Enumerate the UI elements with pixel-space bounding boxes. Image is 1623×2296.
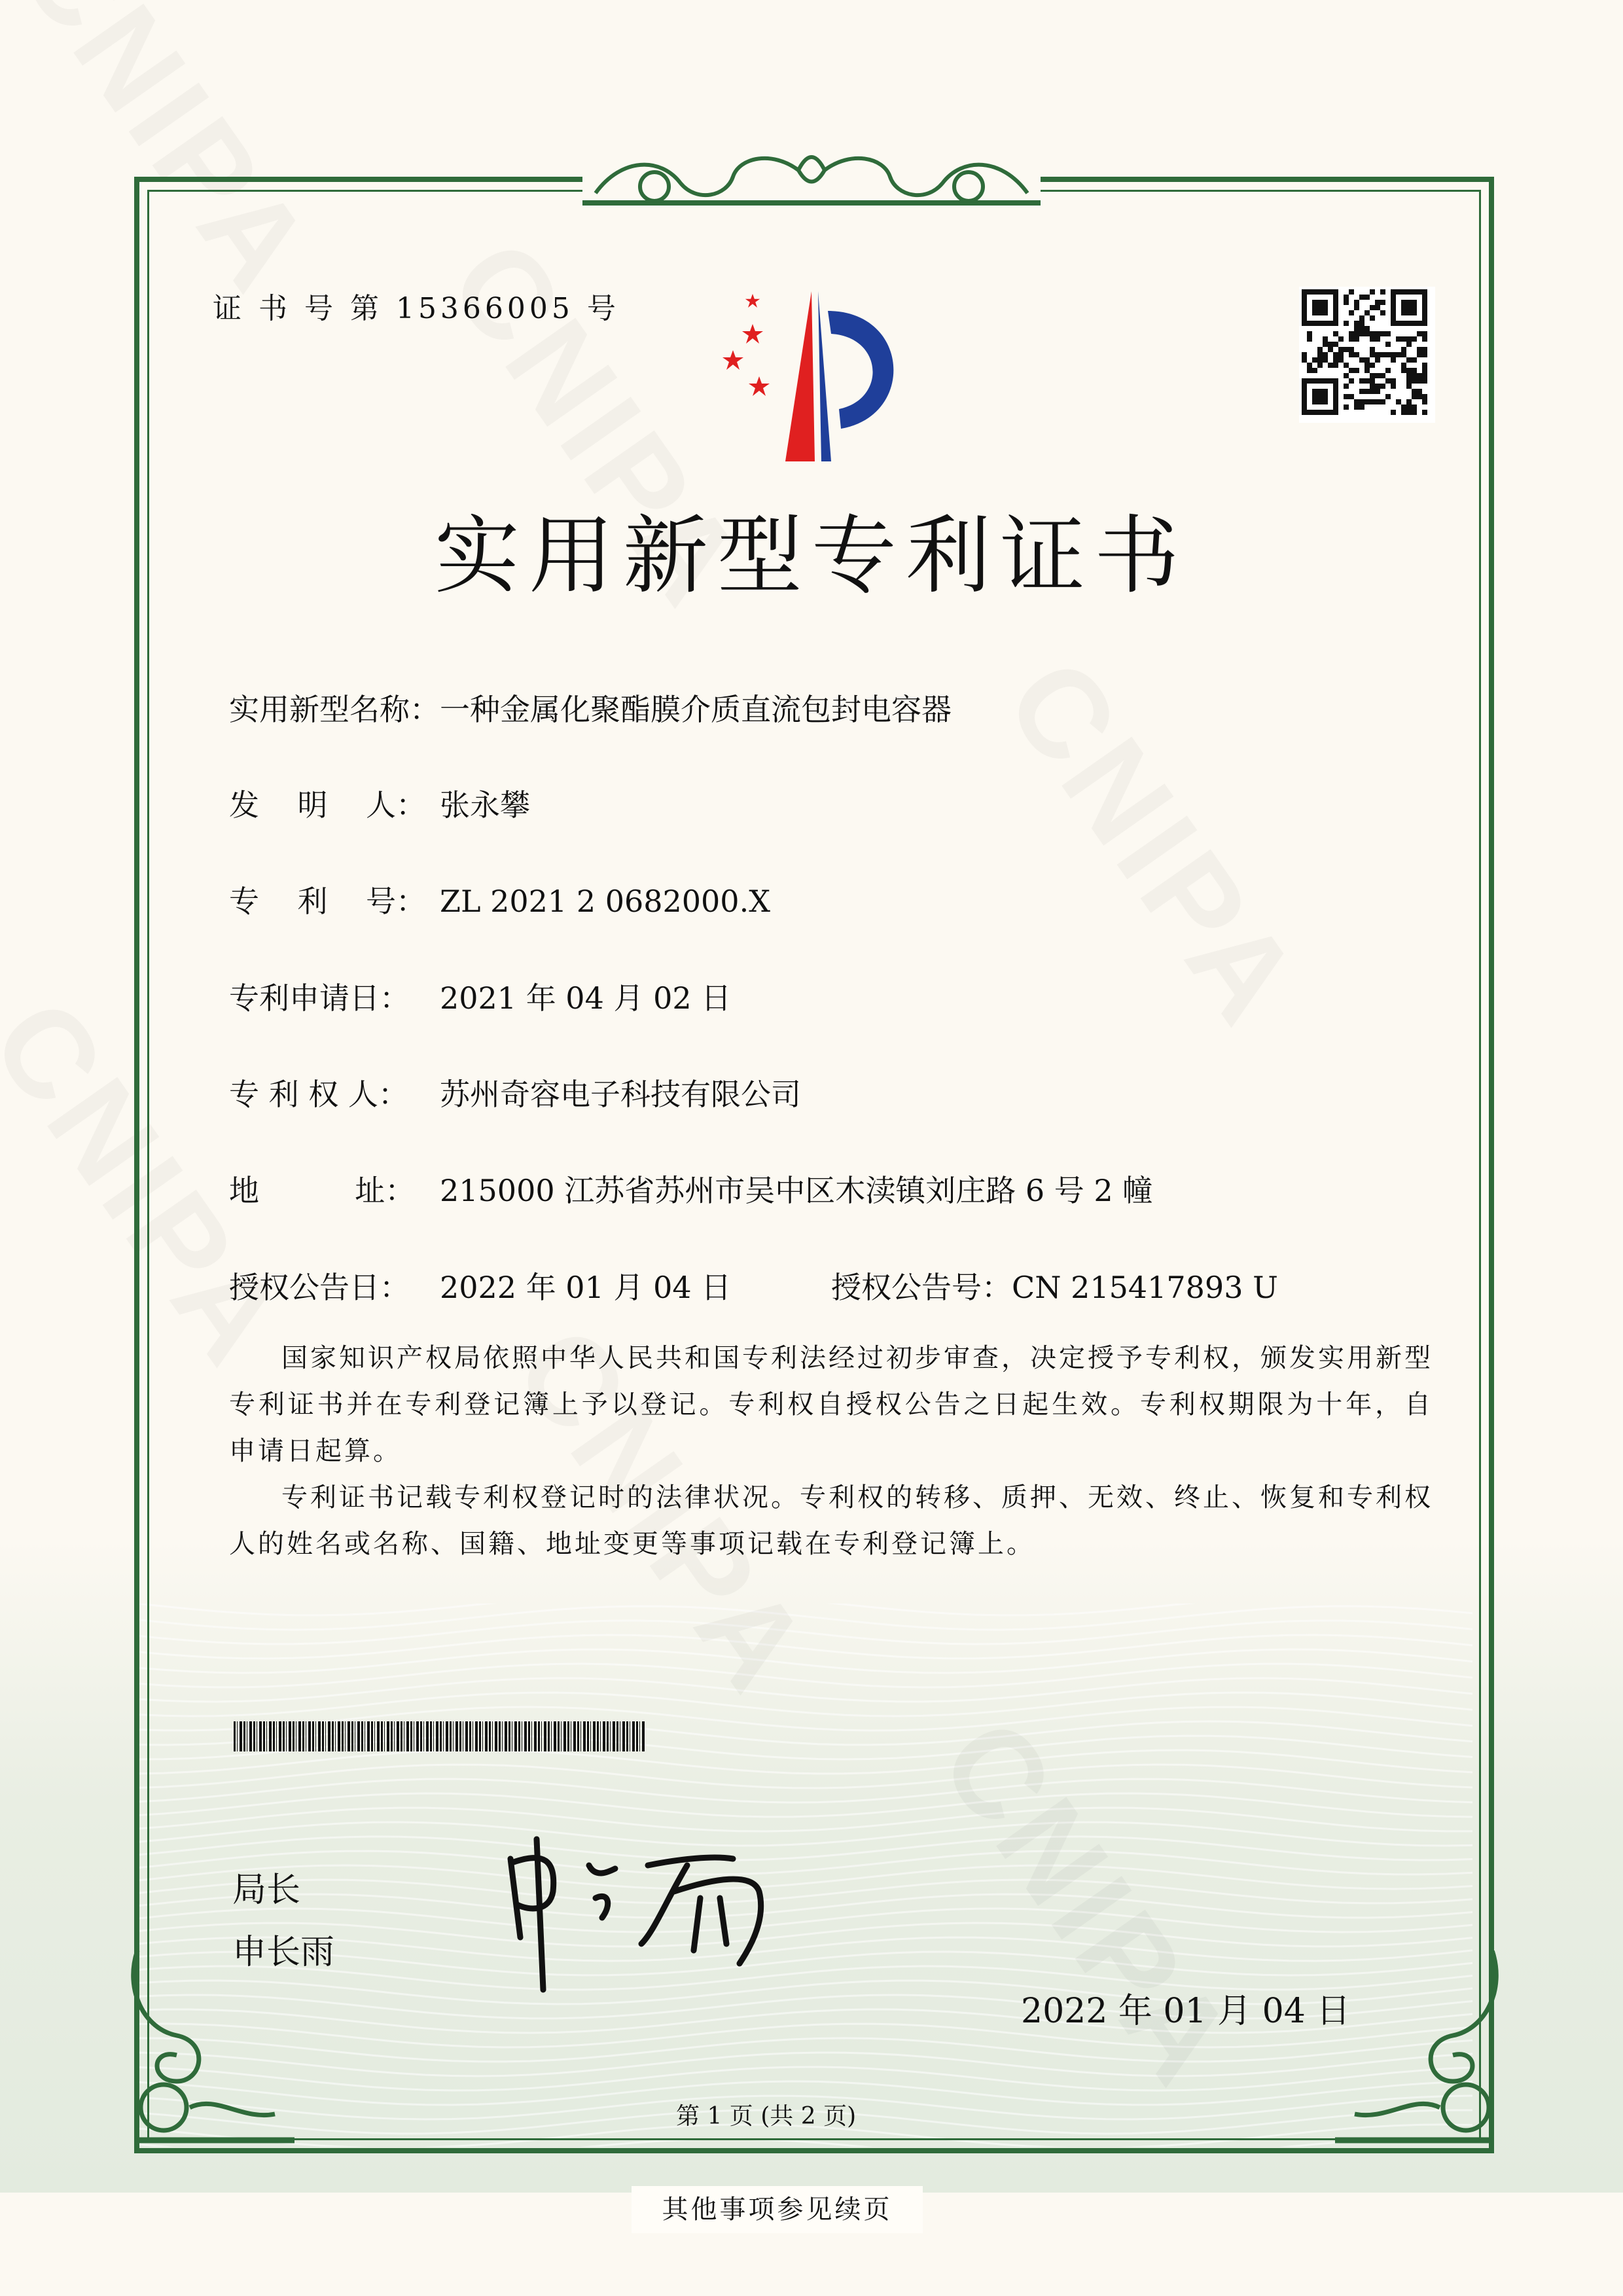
qr-code-icon	[1302, 289, 1427, 415]
page-title: 实用新型专利证书	[434, 506, 1188, 605]
field-row-grant-date	[229, 1264, 731, 1307]
certificate-number: 证 书 号 第 15366005 号	[213, 292, 620, 325]
issue-date: 2022 年 01 月 04 日	[1021, 1992, 1351, 2031]
field-label: 专利申请日：	[229, 980, 410, 1016]
qr-code	[1299, 287, 1435, 423]
page-indicator: 第 1 页 (共 2 页)	[676, 2103, 857, 2130]
certificate-statement	[229, 1335, 1433, 1568]
field-row-patent-number	[229, 878, 770, 921]
field-label: 专 利 号：	[229, 884, 426, 919]
field-row-inventor	[229, 781, 530, 825]
field-row-address	[229, 1167, 1152, 1210]
field-value: 215000 江苏省苏州市吴中区木渎镇刘庄路 6 号 2 幢	[440, 1173, 1153, 1208]
field-value: 一种金属化聚酯膜介质直流包封电容器	[440, 692, 952, 727]
corner-ornament-icon	[1335, 1950, 1505, 2147]
field-value: 2021 年 04 月 02 日	[440, 980, 732, 1016]
signature-icon	[497, 1833, 838, 2003]
field-label: 授权公告号：	[831, 1270, 1012, 1305]
barcode	[234, 1721, 645, 1751]
field-row-name	[229, 686, 952, 729]
field-value: ZL 2021 2 0682000.X	[440, 884, 770, 919]
director-title: 局长	[232, 1871, 301, 1910]
field-row-application-date	[229, 975, 731, 1018]
field-row-announcement-number	[831, 1264, 1278, 1307]
field-row-patentee	[229, 1071, 801, 1114]
continued-note: 其他事项参见续页	[632, 2186, 923, 2233]
statement-paragraph: 国家知识产权局依照中华人民共和国专利法经过初步审查，决定授予专利权，颁发实用新型专利证书并在专利登记簿上予以登记。专利权自授权公告之日起生效。专利权期限为十年，自申请日起算。	[229, 1343, 1433, 1466]
field-label: 实用新型名称：	[229, 692, 440, 727]
field-label: 地 址：	[229, 1173, 416, 1208]
cnipa-logo-icon	[700, 285, 936, 475]
field-value: 张永攀	[440, 787, 530, 823]
corner-ornament-icon	[124, 1950, 294, 2147]
top-ornament-icon	[582, 131, 1041, 216]
field-label: 专 利 权 人：	[229, 1077, 408, 1112]
director-name: 申长雨	[232, 1933, 335, 1972]
field-value: 2022 年 01 月 04 日	[440, 1270, 732, 1305]
field-label: 发 明 人：	[229, 787, 426, 823]
field-label: 授权公告日：	[229, 1270, 410, 1305]
field-value: CN 215417893 U	[1012, 1270, 1278, 1305]
statement-paragraph: 专利证书记载专利权登记时的法律状况。专利权的转移、质押、无效、终止、恢复和专利权人的姓名或名称、国籍、地址变更等事项记载在专利登记簿上。	[229, 1482, 1433, 1559]
field-value: 苏州奇容电子科技有限公司	[440, 1077, 801, 1112]
